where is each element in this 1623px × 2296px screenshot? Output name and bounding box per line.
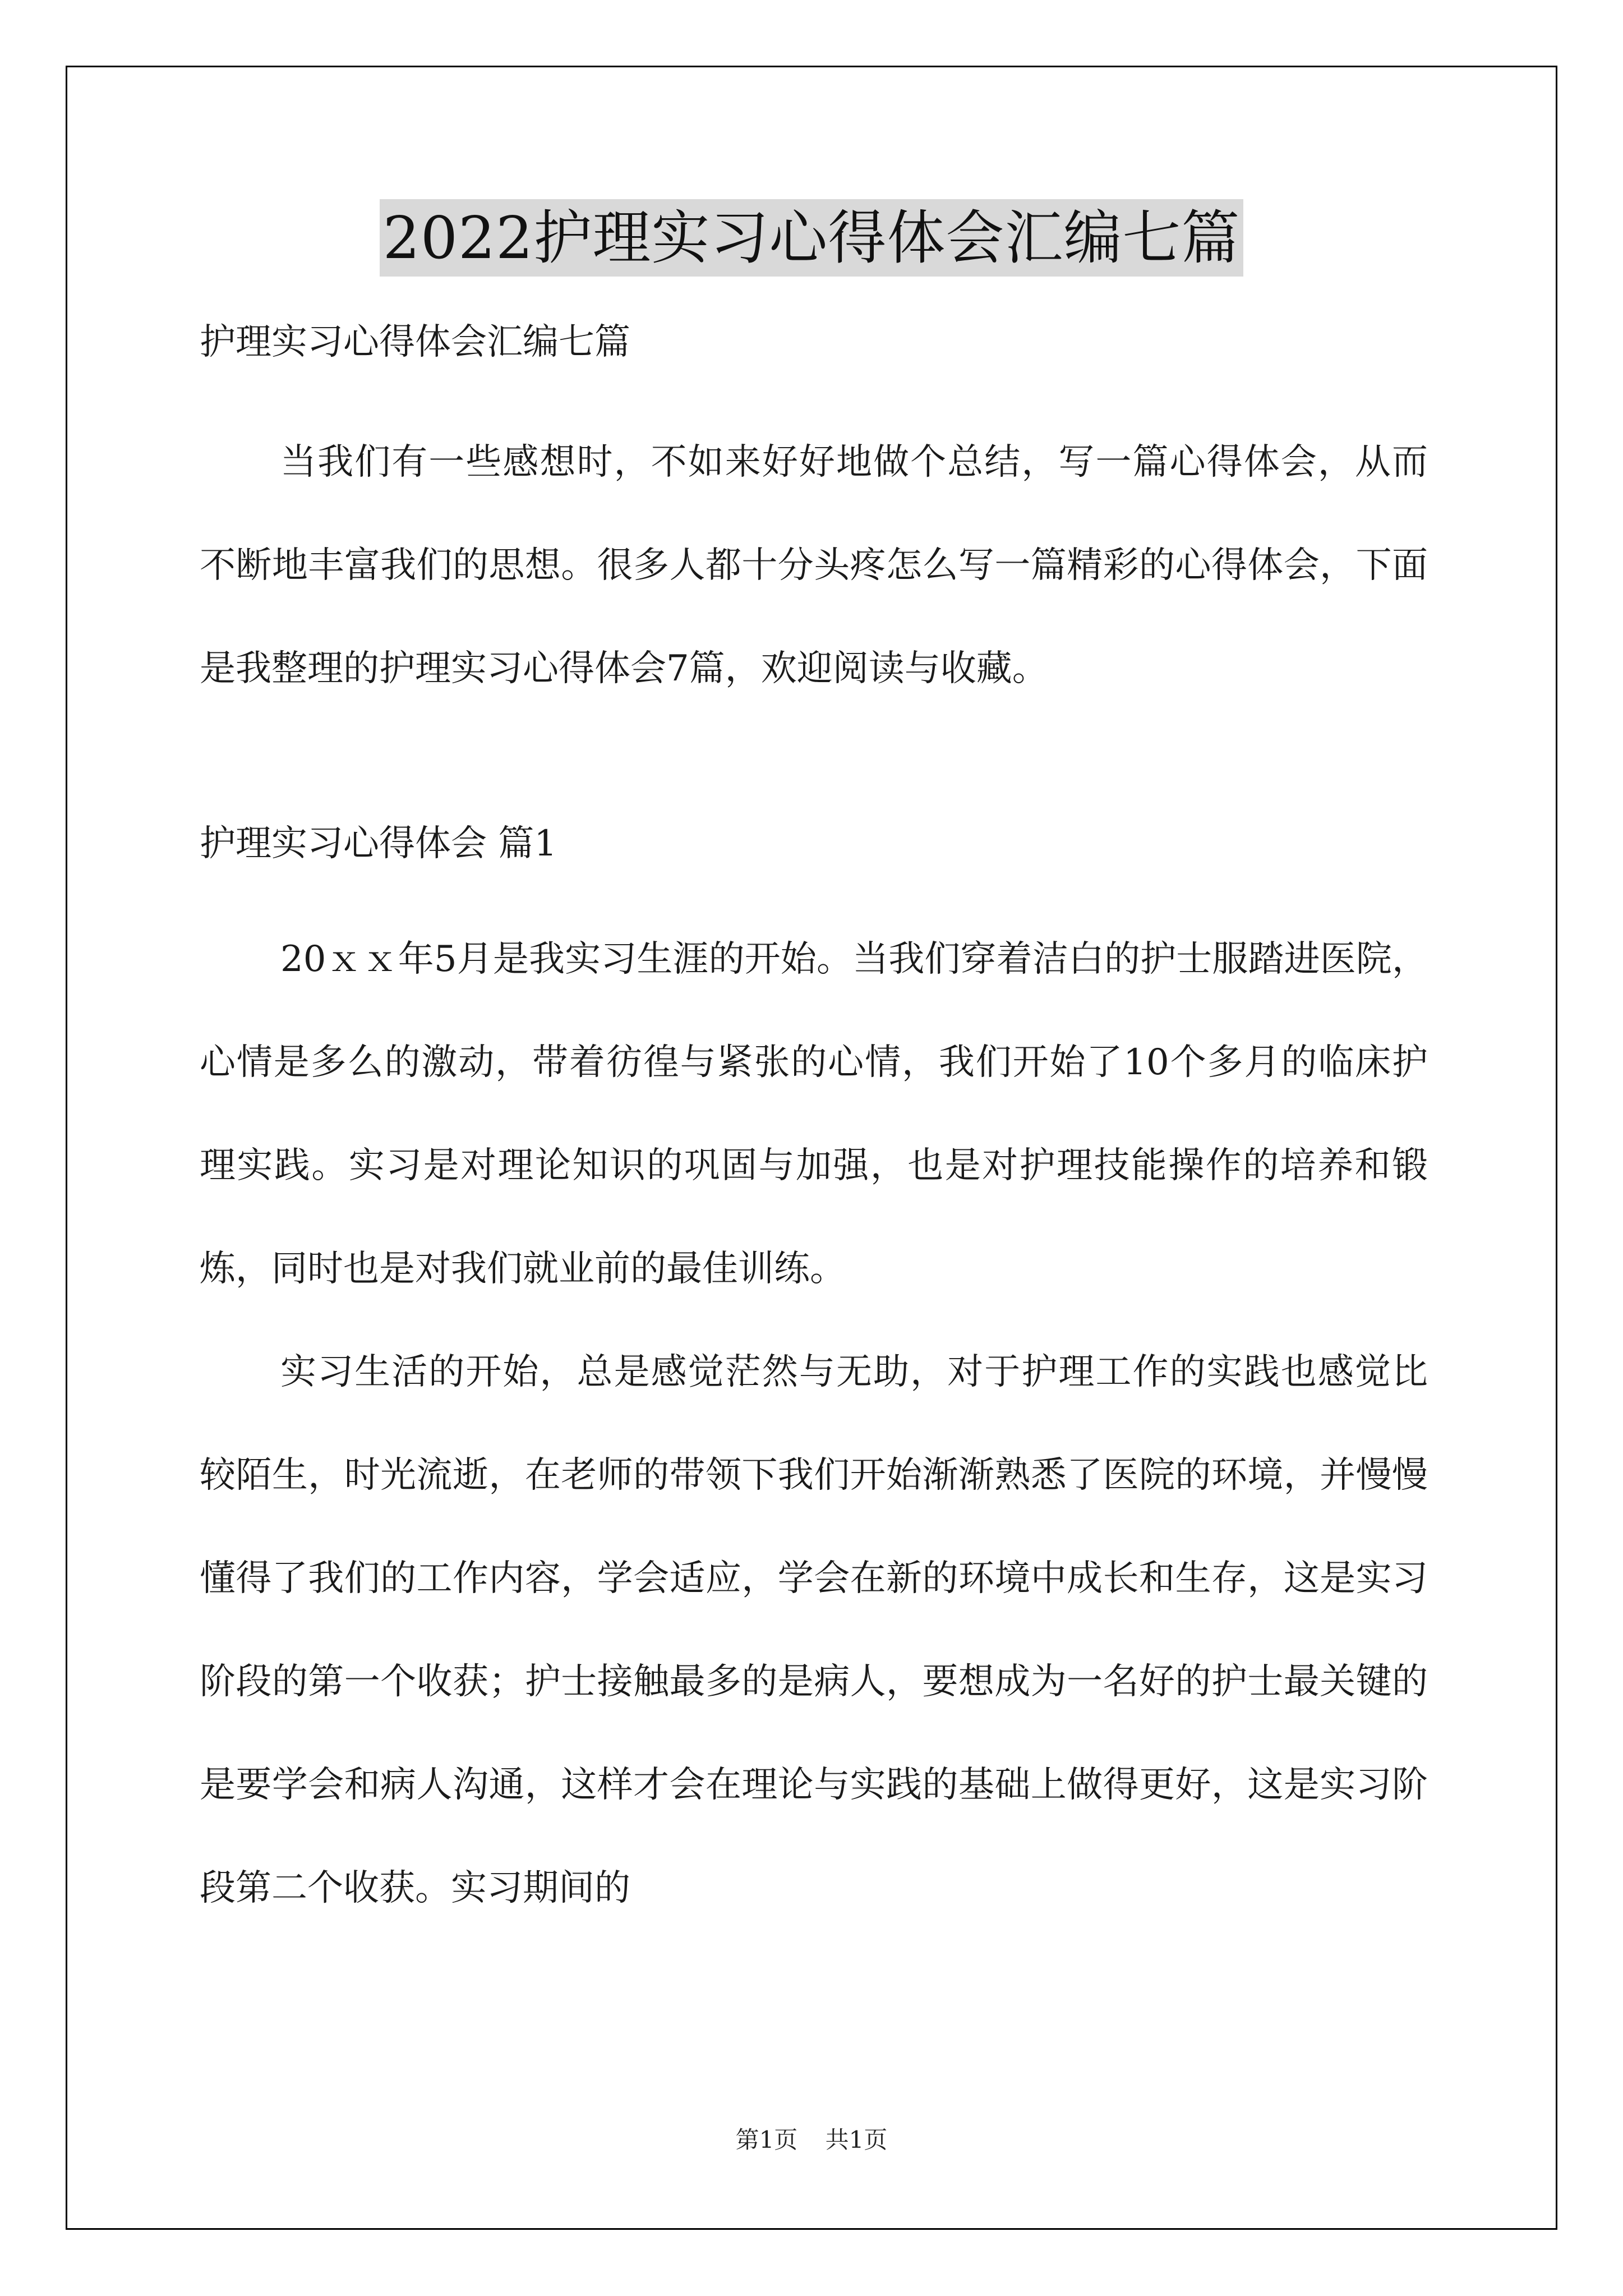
document-title: 2022护理实习心得体会汇编七篇: [380, 199, 1244, 277]
body-paragraph: 20ｘｘ年5月是我实习生涯的开始。当我们穿着洁白的护士服踏进医院，心情是多么的激动，带着彷徨与紧张的心情，我们开始了10个多月的临床护理实践。实习是对理论知识的巩固与加强，也是对护理技能操作的培养和锻炼，同时也是对我们就业前的最佳训练。: [200, 938, 1428, 1290]
body-paragraph: 实习生活的开始，总是感觉茫然与无助，对于护理工作的实践也感觉比较陌生，时光流逝，在老师的带领下我们开始渐渐熟悉了医院的环境，并慢慢懂得了我们的工作内容，学会适应，学会在新的环境中成长和生存，这是实习阶段的第一个收获；护士接触最多的是病人，要想成为一名好的护士最关键的是要学会和病人沟通，这样才会在理论与实践的基础上做得更好，这是实习阶段第二个收获。实习期间的: [200, 1351, 1428, 1909]
section-heading: 护理实习心得体会 篇1: [200, 823, 557, 864]
title-container: [0, 199, 1623, 277]
page-number: 第1页: [735, 2126, 798, 2154]
page-footer: [0, 2123, 1623, 2157]
intro-paragraph: 当我们有一些感想时，不如来好好地做个总结，写一篇心得体会，从而不断地丰富我们的思想。很多人都十分头疼怎么写一篇精彩的心得体会，下面是我整理的护理实习心得体会7篇，欢迎阅读与收藏。: [200, 441, 1428, 689]
document-body: [200, 303, 1428, 1940]
document-subtitle: 护理实习心得体会汇编七篇: [200, 321, 630, 363]
page-total: 共1页: [825, 2126, 888, 2154]
